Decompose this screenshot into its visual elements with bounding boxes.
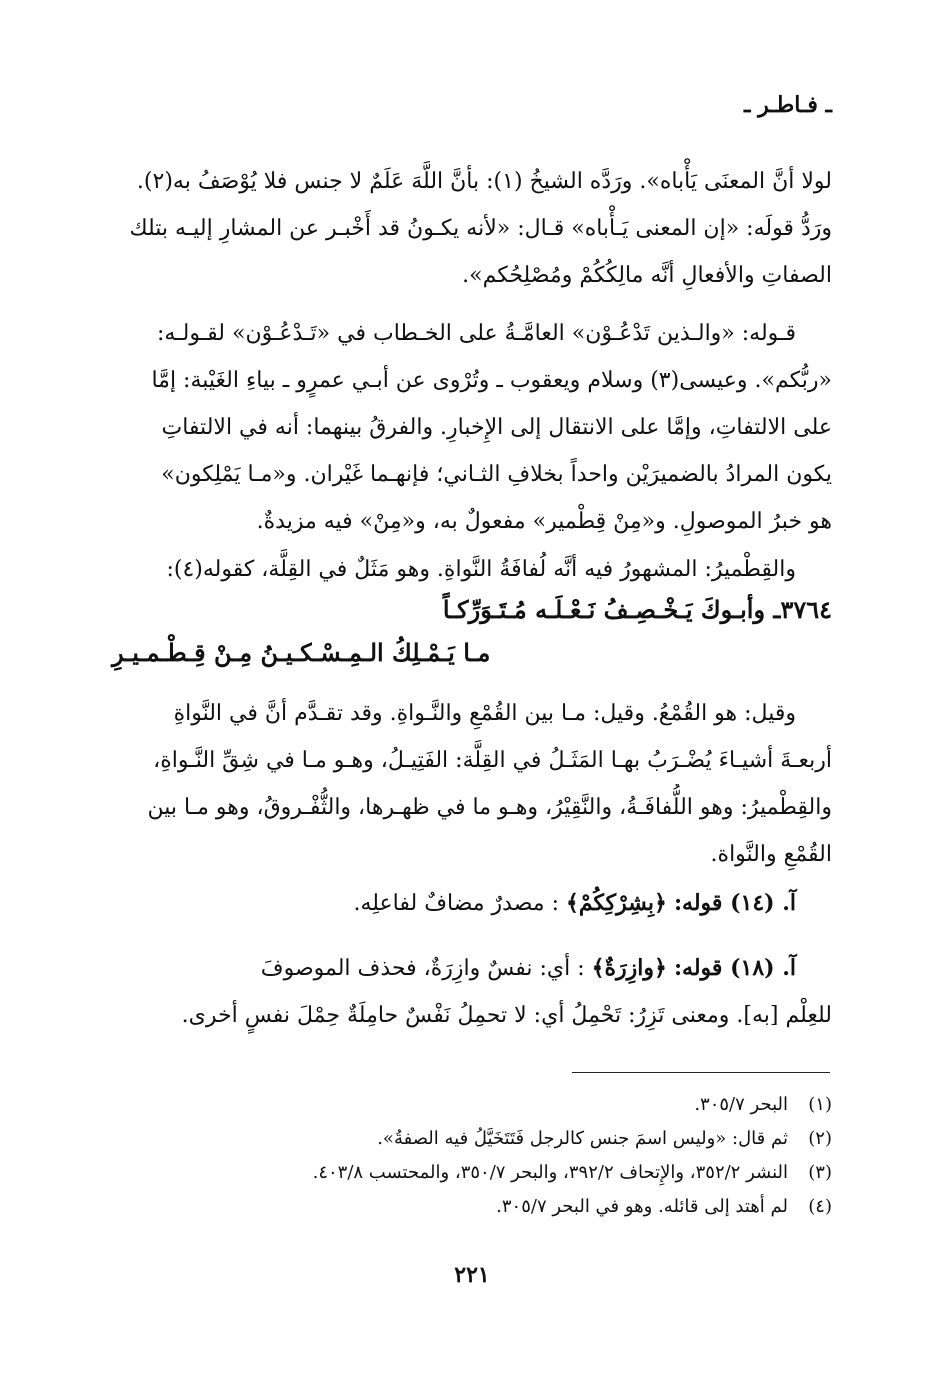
text-line: هو خبرُ الموصولِ. و«مِنْ قِطْمير» مفعولٌ به، و«مِنْ» فيه مزيدةٌ.: [256, 509, 832, 534]
footnote-text: البحر ٣٠٥/٧.: [694, 1094, 788, 1115]
verse-quote: ﴿وازِرَةٌ﴾: [591, 955, 667, 981]
footnote: [694, 1090, 832, 1120]
footnote-divider: [572, 1072, 830, 1073]
verse-entry: [114, 880, 832, 927]
text-line: يكون المرادُ بالضميرَيْن واحداً بخلافِ الثـاني؛ فإنهـما غَيْران. و«مـا يَمْلِكون»: [161, 462, 832, 487]
footnote-number: (٤): [808, 1196, 832, 1217]
paragraph: [114, 546, 832, 593]
footnote-text: ثم قال: «وليس اسمَ جنس كالرجل فَتَتَخَيَّلُ فيه الصفةُ».: [377, 1128, 788, 1149]
page-number: ٢٢١: [454, 1262, 490, 1288]
footnote-number: (١): [808, 1094, 832, 1115]
verse-quote: ﴿بِشِرْكِكُمْ﴾: [566, 890, 667, 916]
footnote-number: (٣): [808, 1162, 832, 1183]
text-line: وقيل: هو القُمْعُ. وقيل: مـا بين القُمْعِ والنَّـواةِ. وقد تقـدَّم أنَّ في النَّواةِ: [173, 701, 796, 726]
footnote: [496, 1192, 832, 1222]
poem-number: ٣٧٦٤ـ: [773, 595, 832, 624]
text-line: الصفاتِ والأفعالِ أنَّه مالِكُكُمْ ومُصْلِحُكم».: [462, 263, 832, 288]
text-line: أربعـةَ أشيـاءَ يُضْـرَبُ بهـا المَثَـلُ في القِلَّة: الفَتِيـلُ، وهـو مـا في شِقِّ النَّـواةِ،: [153, 748, 832, 773]
footnote: [313, 1158, 832, 1188]
verse-commentary: : أي: نفسٌ وازِرَةٌ، فحذف الموصوفَ: [260, 956, 585, 981]
poem-second-line: [112, 638, 490, 667]
text-line: [114, 880, 832, 927]
text-line: ورَدُّ قولَه: «إن المعنى يَـأْباه» قـال: «لأنه يكـونُ قد أَخْبـر عن المشارِ إليـه بتلك: [129, 216, 832, 241]
text-line: قـوله: «والـذين تَدْعُـوْن» العامَّـةُ على الخـطاب في «تَـدْعُـوْن» لقـولـه:: [157, 321, 796, 346]
text-line: والقِطْميرُ: وهو اللُّفافَـةُ، والنَّقِيْرُ، وهـو ما في ظهـرها، والثُّفْـروقُ، وهو مـا بين: [147, 795, 832, 820]
text-line: للعِلْم [به]. ومعنى تَزِرُ: تَحْمِلُ أي: لا تحمِلُ نَفْسٌ حامِلَةٌ حِمْلَ نفسٍ أخرى.: [181, 1003, 832, 1028]
footnote-number: (٢): [808, 1128, 832, 1149]
text-line: [114, 945, 832, 992]
poem-hemistich: مـا يَـمْـلِكُ الـمِـسْـكـيـنُ مِـنْ قِـطْـمـيـرِ: [112, 638, 491, 667]
running-header: ـ فـاطـر ـ: [744, 92, 832, 118]
paragraph: [114, 690, 832, 878]
verse-label: آ. (١٨) قوله:: [673, 955, 796, 981]
footnote: [377, 1124, 832, 1154]
verse-entry: [114, 945, 832, 1039]
text-line: «ربُّكم». وعيسى(٣) وسلام ويعقوب ـ وتُرْوى عن أبـي عمرٍو ـ بياءِ الغَيْبة: إمَّا: [151, 368, 832, 393]
poem-hemistich: وأبـوكَ يَـخْـصِـفُ نَـعْـلَـه مُـتَـوَرِّكـاً: [442, 595, 766, 624]
footnote-text: النشر ٣٥٢/٢، والإِتحاف ٣٩٢/٢، والبحر ٣٥٠/٧، والمحتسب ٤٠٣/٨.: [312, 1162, 788, 1183]
text-line: لولا أنَّ المعنَى يَأْباه». ورَدَّه الشيخُ (١): بأنَّ اللَّهَ عَلَمٌ لا جنس فلا يُوْصَفُ به(٢).: [136, 169, 832, 194]
paragraph: [114, 310, 832, 545]
text-line: القُمْعِ والنَّواة.: [710, 842, 832, 867]
verse-commentary: : مصدرٌ مضافٌ لفاعلِه.: [353, 891, 559, 916]
poem-first-line: [443, 595, 832, 624]
paragraph: [114, 158, 832, 299]
verse-label: آ. (١٤) قوله:: [673, 890, 796, 916]
text-line: على الالتفاتِ، وإمَّا على الانتقال إلى الإِخبارِ. والفرقُ بينهما: أنه في الالتفاتِ: [161, 415, 832, 440]
text-line: والقِطْميرُ: المشهورُ فيه أنَّه لُفافَةُ النَّواةِ. وهو مَثَلٌ في القِلَّة، كقوله(٤):: [166, 557, 796, 582]
footnote-text: لم أهتد إلى قائله. وهو في البحر ٣٠٥/٧.: [496, 1196, 788, 1217]
